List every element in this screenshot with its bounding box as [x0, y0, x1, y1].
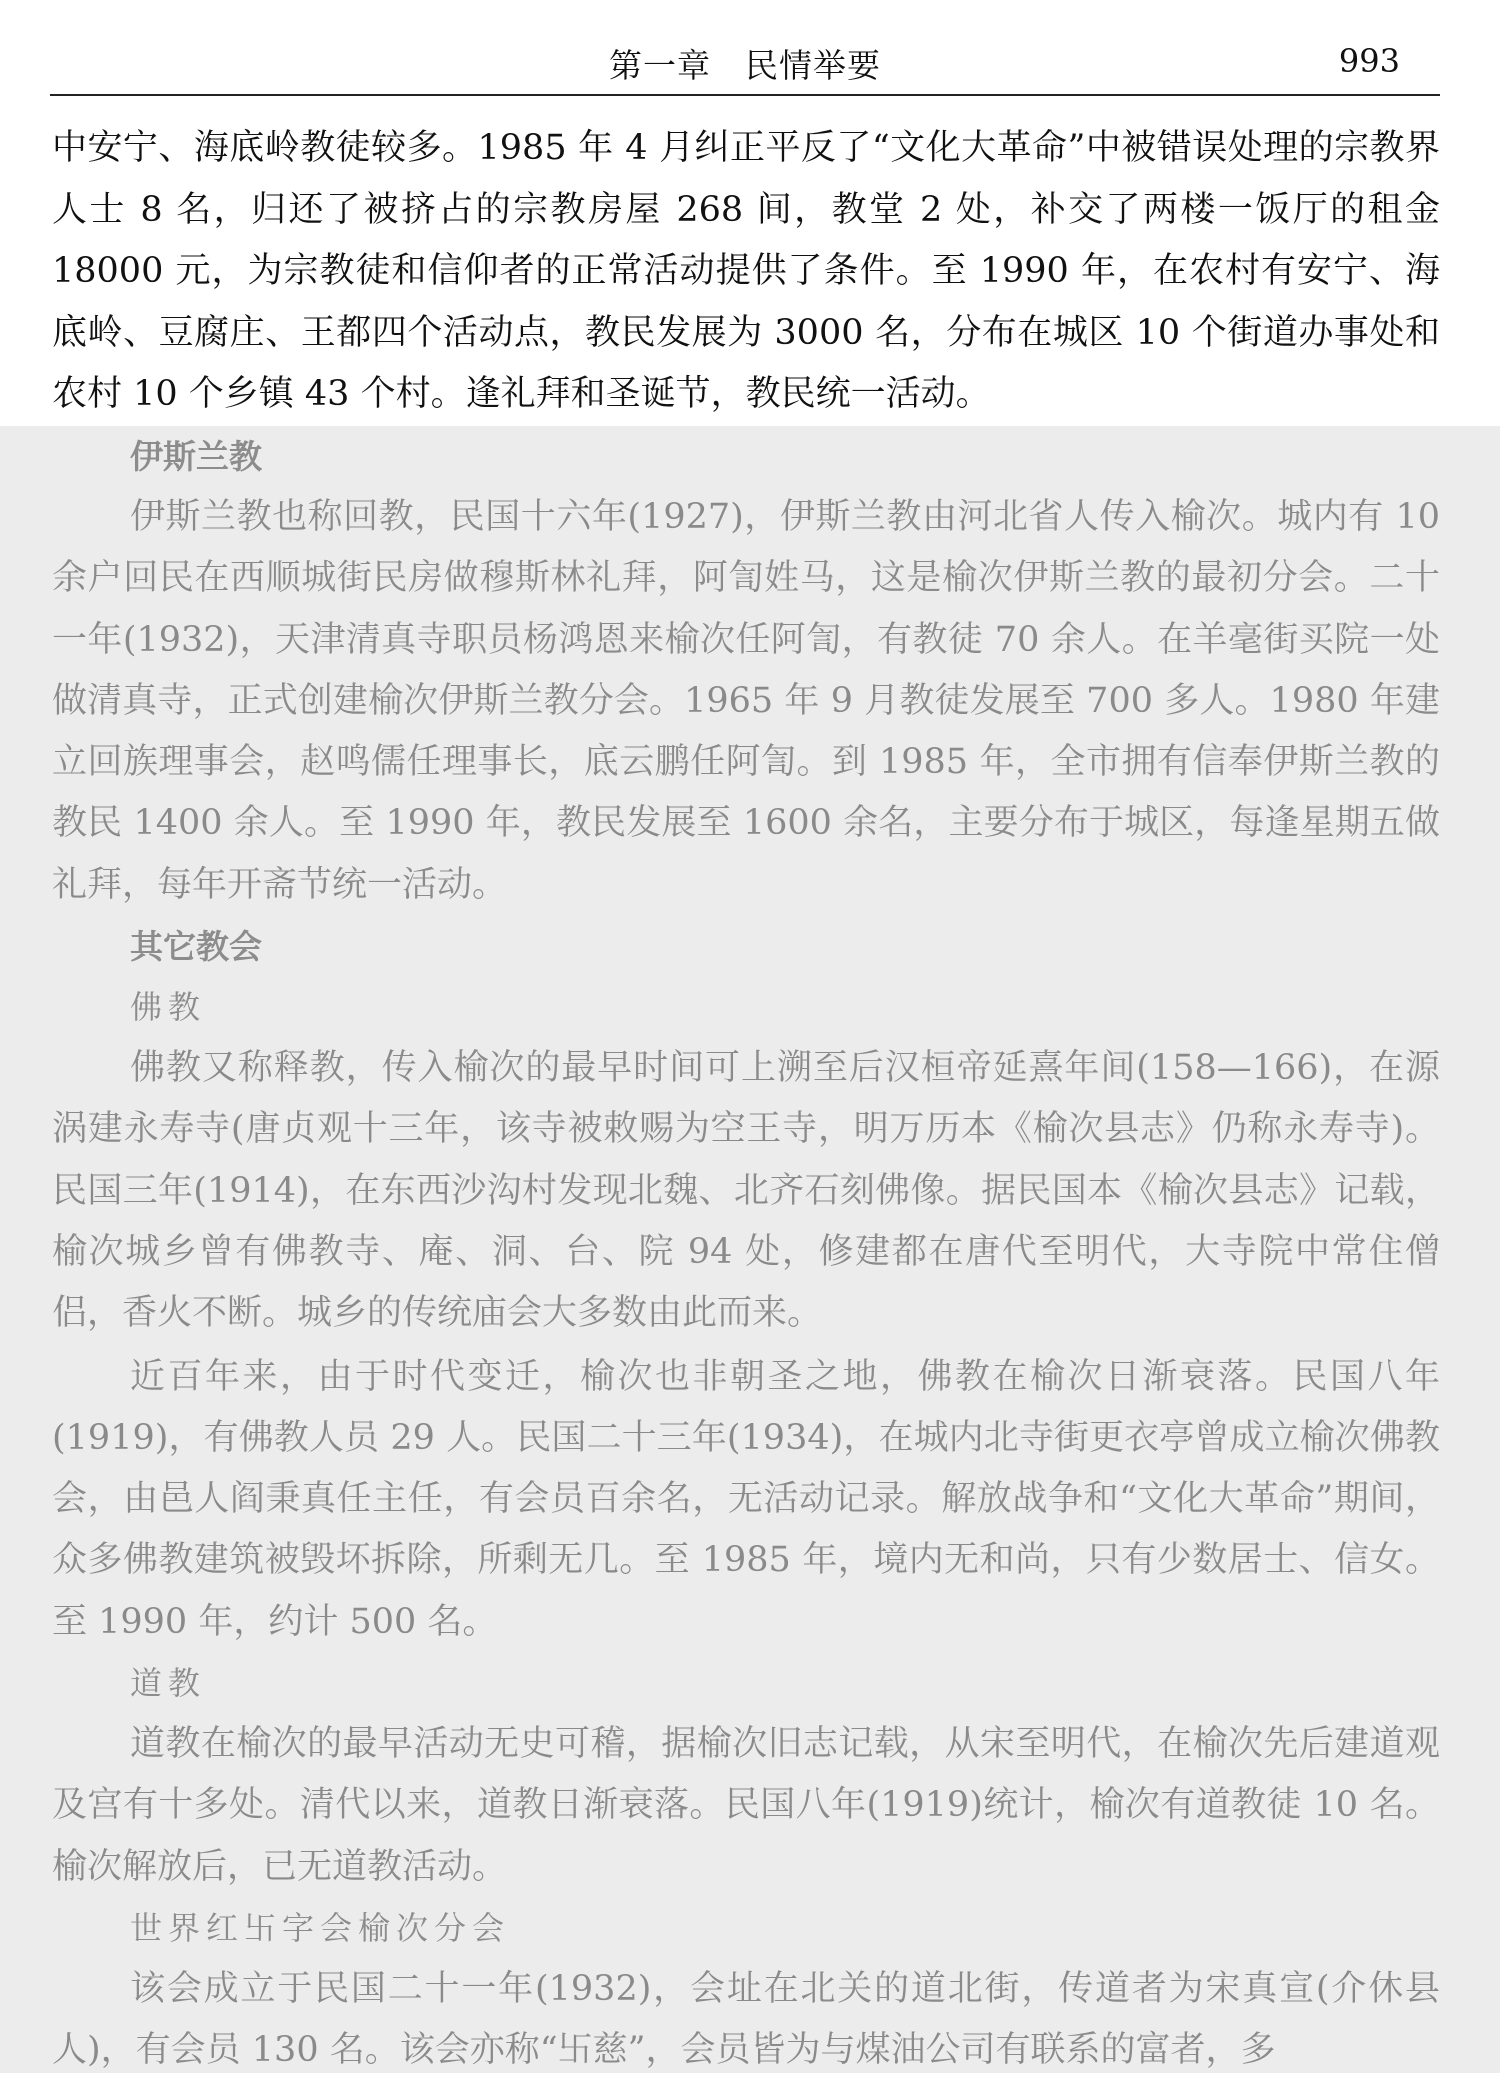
paragraph-taoism: 道教在榆次的最早活动无史可稽，据榆次旧志记载，从宋至明代，在榆次先后建道观及宫有十多处。清代以来，道教日渐衰落。民国八年(1919)统计，榆次有道教徒 10 名。榆次解放后，已无道教活动。 — [52, 1724, 1440, 1887]
continued-paragraph: 中安宁、海底岭教徒较多。1985 年 4 月纠正平反了“文化大革命”中被错误处理的宗教界人士 8 名，归还了被挤占的宗教房屋 268 间，教堂 2 处，补交了两楼一饭厅的租金 18000 元，为宗教徒和信仰者的正常活动提供了条件。至 1990 年，在农村有安宁、海底岭、豆腐庄、王都四个活动点，教民发展为 3000 名，分布在城区 10 个街道办事处和农村 10 个乡镇 43 个村。逢礼拜和圣诞节，教民统一活动。 — [52, 128, 1440, 414]
faded-content — [52, 426, 1440, 2082]
paragraph-buddhism-1: 佛教又称释教，传入榆次的最早时间可上溯至后汉桓帝延熹年间(158—166)，在源涡建永寿寺(唐贞观十三年，该寺被敕赐为空王寺，明万历本《榆次县志》仍称永寿寺)。民国三年(1914)，在东西沙沟村发现北魏、北齐石刻佛像。据民国本《榆次县志》记载，榆次城乡曾有佛教寺、庵、洞、台、院 94 处，修建都在唐代至明代，大寺院中常住僧侣，香火不断。城乡的传统庙会大多数由此而来。 — [52, 1048, 1440, 1334]
section-heading-other: 其它教会 — [130, 927, 262, 967]
section-heading-islam: 伊斯兰教 — [130, 437, 262, 476]
page-number: 993 — [1338, 42, 1400, 80]
paragraph-islam: 伊斯兰教也称回教，民国十六年(1927)，伊斯兰教由河北省人传入榆次。城内有 10 余户回民在西顺城街民房做穆斯林礼拜，阿訇姓马，这是榆次伊斯兰教的最初分会。二十一年(1932)，天津清真寺职员杨鸿恩来榆次任阿訇，有教徒 70 余人。在羊毫街买院一处做清真寺，正式创建榆次伊斯兰教分会。1965 年 9 月教徒发展至 700 多人。1980 年建立回族理事会，赵鸣儒任理事长，底云鹏任阿訇。到 1985 年，全市拥有信奉伊斯兰教的教民 1400 余人。至 1990 年，教民发展至 1600 余名，主要分布于城区，每逢星期五做礼拜，每年开斋节统一活动。 — [52, 497, 1440, 905]
chapter-title: 第一章 民情举要 — [609, 46, 881, 85]
running-header — [50, 36, 1440, 96]
subheading-buddhism: 佛教 — [130, 988, 207, 1027]
subheading-taoism: 道教 — [130, 1664, 207, 1703]
paragraph-buddhism-2: 近百年来，由于时代变迁，榆次也非朝圣之地，佛教在榆次日渐衰落。民国八年(1919)，有佛教人员 29 人。民国二十三年(1934)，在城内北寺街更衣亭曾成立榆次佛教会，由邑人阎秉真任主任，有会员百余名，无活动记录。解放战争和“文化大革命”期间，众多佛教建筑被毁坏拆除，所剩无几。至 1985 年，境内无和尚，只有少数居士、信女。至 1990 年，约计 500 名。 — [52, 1356, 1440, 1642]
subheading-red-swastika: 世界红卐字会榆次分会 — [130, 1908, 511, 1947]
paragraph-red-swastika: 该会成立于民国二十一年(1932)，会址在北关的道北街，传道者为宋真宣(介休县人)，有会员 130 名。该会亦称“卐慈”，会员皆为与煤油公司有联系的富者，多 — [52, 1968, 1440, 2071]
